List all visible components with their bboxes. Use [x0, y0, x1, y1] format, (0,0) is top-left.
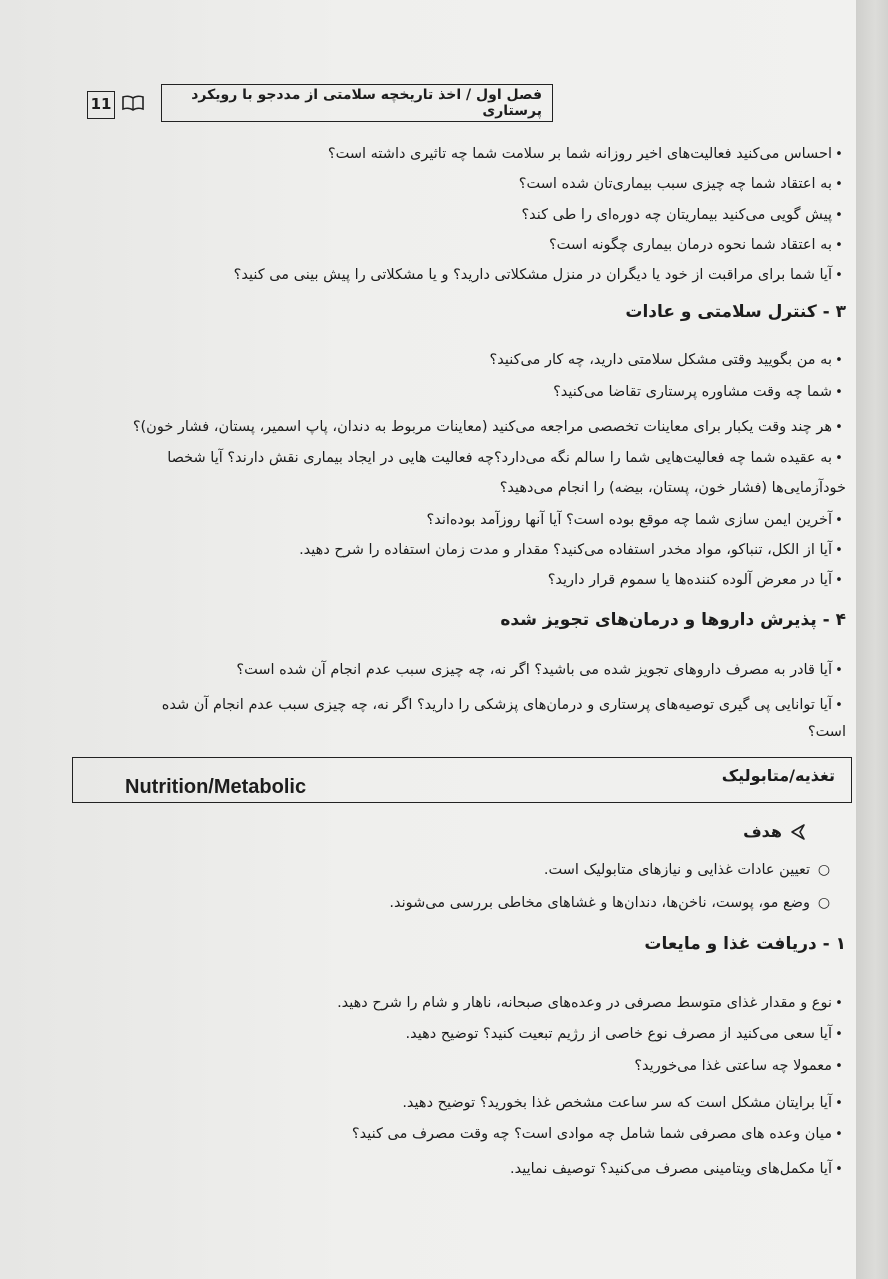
list-item: •به اعتقاد شما نحوه درمان بیماری چگونه است؟: [548, 237, 843, 253]
arrow-icon: [789, 823, 807, 841]
goal-label: هدف: [743, 822, 782, 841]
list-item: •آیا در معرض آلوده کننده‌ها یا سموم قرار دارید؟: [547, 572, 843, 588]
list-item: •به من بگویید وقتی مشکل سلامتی دارید، چه کار می‌کنید؟: [489, 352, 843, 368]
list-item-continuation: خودآزمایی‌ها (فشار خون، پستان، بیضه) را انجام می‌دهید؟: [499, 480, 846, 496]
book-icon: [121, 95, 145, 111]
goal-item: ○وضع مو، پوست، ناخن‌ها، دندان‌ها و غشاهای مخاطی بررسی می‌شوند.: [389, 895, 831, 911]
list-item-continuation: است؟: [807, 724, 846, 740]
list-item: •میان وعده های مصرفی شما شامل چه موادی است؟ چه وقت مصرف می کنید؟: [351, 1126, 843, 1142]
list-item: •آیا مکمل‌های ویتامینی مصرف می‌کنید؟ توصیف نمایید.: [509, 1161, 843, 1177]
section-title-fa: تغذیه/متابولیک: [721, 766, 835, 785]
list-item: •پیش گویی می‌کنید بیماریتان چه دوره‌ای را طی کند؟: [521, 207, 843, 223]
list-item: •شما چه وقت مشاوره پرستاری تقاضا می‌کنید؟: [553, 384, 843, 400]
chapter-header: [161, 84, 553, 122]
list-item: •آیا توانایی پی گیری توصیه‌های پرستاری و درمان‌های پزشکی را دارید؟ اگر نه، چه چیزی سبب عدم انجام آن شده: [161, 697, 843, 713]
list-item: •به عقیده شما چه فعالیت‌هایی شما را سالم نگه می‌دارد؟چه فعالیت هایی در ایجاد بیماری نقش دارند؟ آیا شخصا: [167, 450, 843, 466]
section-title-en: Nutrition/Metabolic: [125, 776, 307, 798]
section-heading: ۱ - دریافت غذا و مایعات: [644, 934, 846, 954]
goal-item: ○تعیین عادات غذایی و نیازهای متابولیک است.: [543, 862, 831, 878]
list-item: •آیا سعی می‌کنید از مصرف نوع خاصی از رژیم تبعیت کنید؟ توضیح دهید.: [405, 1026, 843, 1042]
nutrition-section-box: [72, 757, 852, 803]
list-item: •معمولا چه ساعتی غذا می‌خورید؟: [634, 1058, 843, 1074]
page-edge: [856, 0, 888, 1279]
list-item: •آخرین ایمن سازی شما چه موقع بوده است؟ آیا آنها روزآمد بوده‌اند؟: [426, 512, 843, 528]
list-item: •آیا قادر به مصرف داروهای تجویز شده می باشید؟ اگر نه، چه چیزی سبب عدم انجام آن شده است؟: [236, 662, 843, 678]
list-item: •نوع و مقدار غذای متوسط مصرفی در وعده‌های صبحانه، ناهار و شام را شرح دهید.: [337, 995, 843, 1011]
chapter-title: فصل اول / اخذ تاریخچه سلامتی از مددجو با رویکرد پرستاری: [191, 87, 542, 119]
list-item: •آیا برایتان مشکل است که سر ساعت مشخص غذا بخورید؟ توضیح دهید.: [402, 1095, 843, 1111]
list-item: •آیا شما برای مراقبت از خود یا دیگران در منزل مشکلاتی دارید؟ و یا مشکلاتی را پیش بینی می کنید؟: [233, 267, 843, 283]
list-item: •آیا از الکل، تنباکو، مواد مخدر استفاده می‌کنید؟ مقدار و مدت زمان استفاده را شرح دهید.: [299, 542, 843, 558]
list-item: •احساس می‌کنید فعالیت‌های اخیر روزانه شما بر سلامت شما چه تاثیری داشته است؟: [327, 146, 843, 162]
page-number: 11: [87, 91, 115, 119]
section-heading: ۳ - کنترل سلامتی و عادات: [625, 302, 846, 322]
list-item: •به اعتقاد شما چه چیزی سبب بیماری‌تان شده است؟: [518, 176, 843, 192]
section-heading: ۴ - پذیرش داروها و درمان‌های تجویز شده: [500, 610, 846, 630]
list-item: •هر چند وقت یکبار برای معاینات تخصصی مراجعه می‌کنید (معاینات مربوط به دندان، پاپ اسمیر، پستان، فشار خون)؟: [132, 419, 843, 435]
